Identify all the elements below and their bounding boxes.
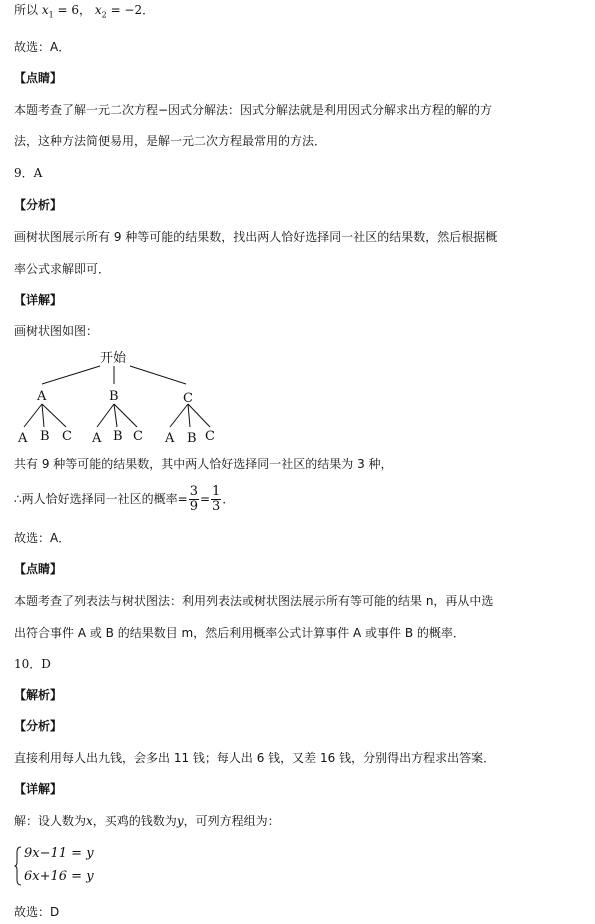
x2-value: = −2． <box>106 3 155 17</box>
q10-answer: 故选：D <box>14 905 60 919</box>
equation-2: 6x+16 = y <box>24 869 94 884</box>
q9-comment-line-1: 本题考查了列表法与树状图法：利用列表法或树状图法展示所有等可能的结果 n，再从中选 <box>14 594 494 608</box>
tree-leaf: C <box>62 429 72 444</box>
q9-number: 9．A <box>14 166 43 180</box>
tree-root: 开始 <box>100 351 127 366</box>
x1-value: = 6， <box>53 3 92 17</box>
equation-1: 9x−11 = y <box>24 846 94 861</box>
tree-leaf: C <box>133 429 143 444</box>
fraction-3-9 <box>189 485 199 514</box>
q10-number: 10．D <box>14 657 51 671</box>
roots-line <box>14 2 154 23</box>
tree-leaf: B <box>40 429 50 444</box>
q9-detail-label: 【详解】 <box>14 293 63 307</box>
tree-leaf: A <box>92 431 102 446</box>
system-brace <box>14 846 22 886</box>
q10-analysis-line-1: 直接利用每人出九钱，会多出 11 钱；每人出 6 钱，又差 16 钱，分别得出方程求出答案． <box>14 751 496 765</box>
variable-x: x <box>86 814 93 828</box>
x1-subscript: 1 <box>48 10 54 20</box>
q10-setup-line <box>14 813 280 829</box>
q10-detail-label: 【详解】 <box>14 782 63 796</box>
equals-sign: = <box>199 492 211 506</box>
variable-y: y <box>176 814 184 828</box>
fraction-numerator: 3 <box>189 484 198 499</box>
fraction-1-3 <box>211 485 221 514</box>
x2-symbol: x <box>94 3 102 17</box>
probability-prefix: ∴两人恰好选择同一社区的概率= <box>14 492 188 506</box>
tree-leaf: C <box>205 429 215 444</box>
fraction-denominator: 9 <box>189 499 198 514</box>
tree-level1-c: C <box>183 391 193 406</box>
probability-tree-diagram <box>0 342 230 447</box>
q9-analysis-label: 【分析】 <box>14 198 63 212</box>
probability-suffix: ． <box>222 492 235 506</box>
tree-level1-a: A <box>37 389 47 404</box>
x1-symbol: x <box>41 3 49 17</box>
q8-answer: 故选：A． <box>14 40 71 54</box>
tree-leaf: A <box>18 431 28 446</box>
q8-comment-line-2: 法，这种方法简便易用，是解一元二次方程最常用的方法． <box>14 134 327 148</box>
x2-subscript: 2 <box>101 10 107 20</box>
q8-comment-line-1: 本题考查了解一元二次方程−因式分解法：因式分解法就是利用因式分解求出方程的解的方 <box>14 103 493 117</box>
q10-analysis-label: 【分析】 <box>14 719 63 733</box>
tree-leaf: B <box>187 431 197 446</box>
q9-comment-line-2: 出符合事件 A 或 B 的结果数目 m，然后利用概率公式计算事件 A 或事件 B 的概率． <box>14 626 465 640</box>
tree-leaf: A <box>165 431 175 446</box>
fraction-denominator: 3 <box>212 499 221 514</box>
q9-analysis-line-2: 率公式求解即可． <box>14 262 111 276</box>
q9-total-line: 共有 9 种等可能的结果数，其中两人恰好选择同一社区的结果为 3 种， <box>14 457 393 471</box>
tree-leaf: B <box>113 429 123 444</box>
setup-suffix: ，可列方程组为： <box>183 814 280 828</box>
tree-level1-b: B <box>109 389 119 404</box>
setup-middle: ，买鸡的钱数为 <box>92 814 177 828</box>
q9-probability-line <box>14 484 234 514</box>
q9-comment-label: 【点睛】 <box>14 562 63 576</box>
setup-prefix: 解：设人数为 <box>14 814 87 828</box>
q9-draw-intro: 画树状图如图： <box>14 324 99 338</box>
q9-answer: 故选：A． <box>14 531 71 545</box>
q8-comment-label: 【点睛】 <box>14 71 63 85</box>
fraction-numerator: 1 <box>212 484 221 499</box>
roots-prefix: 所以 <box>14 3 39 17</box>
q10-solve-label: 【解析】 <box>14 688 63 702</box>
q9-analysis-line-1: 画树状图展示所有 9 种等可能的结果数，找出两人恰好选择同一社区的结果数，然后根据概 <box>14 230 498 244</box>
